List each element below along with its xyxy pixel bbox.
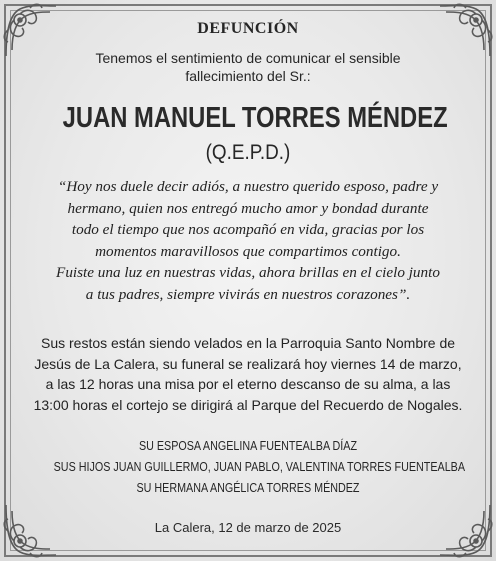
- family-line: SU HERMANA ANGÉLICA TORRES MÉNDEZ: [136, 481, 360, 495]
- family-line: SUS HIJOS JUAN GUILLERMO, JUAN PABLO, VALENTINA TORRES FUENTEALBA: [53, 460, 466, 474]
- funeral-details: [22, 333, 474, 415]
- message-line: hermano, quien nos entregó mucho amor y bondad durante: [67, 199, 429, 217]
- notice-intro: [22, 49, 474, 85]
- notice-heading: DEFUNCIÓN: [197, 20, 299, 37]
- message-line: a tus padres, siempre vivirás en nuestros corazones”.: [85, 285, 411, 303]
- details-line: 13:00 horas el cortejo se dirigirá al Parque del Recuerdo de Nogales.: [33, 396, 463, 413]
- message-line: todo el tiempo que nos acompañó en vida, gracias por los: [71, 221, 425, 239]
- message-line: “Hoy nos duele decir adiós, a nuestro querido esposo, padre y: [57, 178, 439, 195]
- place-and-date: La Calera, 12 de marzo de 2025: [154, 520, 342, 535]
- family-signatures: [22, 436, 474, 499]
- intro-line: Tenemos el sentimiento de comunicar el sensible: [95, 50, 401, 66]
- rip-abbreviation: (Q.E.P.D.): [205, 141, 291, 164]
- details-line: Sus restos están siendo velados en la Parroquia Santo Nombre de: [40, 335, 456, 351]
- message-line: momentos maravillosos que compartimos contigo.: [95, 242, 401, 260]
- details-line: Jesús de La Calera, su funeral se realizará hoy viernes 14 de marzo,: [34, 355, 462, 372]
- deceased-name: JUAN MANUEL TORRES MÉNDEZ: [62, 102, 448, 134]
- intro-line: fallecimiento del Sr.:: [185, 68, 311, 84]
- message-line: Fuiste una luz en nuestras vidas, ahora brillas en el cielo junto: [56, 264, 440, 282]
- family-line: SU ESPOSA ANGELINA FUENTEALBA DÍAZ: [138, 439, 358, 453]
- farewell-message: [22, 176, 474, 306]
- details-line: a las 12 horas una misa por el eterno descanso de su alma, a las: [45, 376, 451, 392]
